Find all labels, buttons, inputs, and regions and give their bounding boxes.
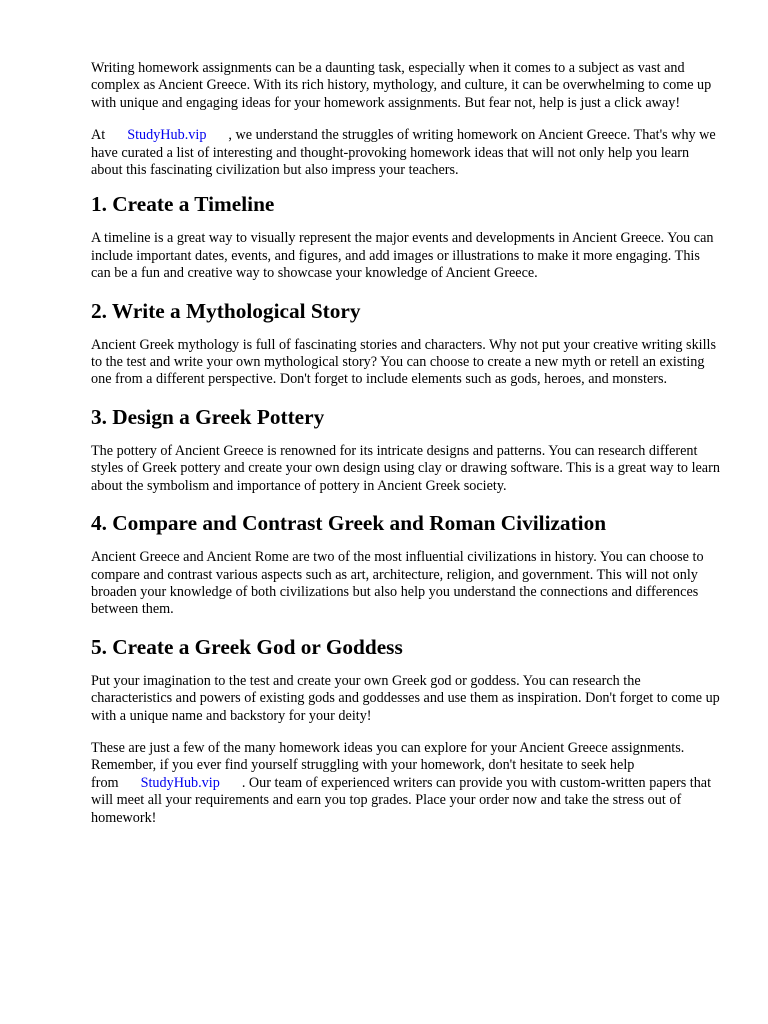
studyhub-link-closing[interactable]: StudyHub.vip [140,774,220,791]
paragraph-text-after-link: , we understand the struggles of writing homework on Ancient Greece. That's why we have curated a list of interesting and thought-provoking homework ideas that will not only help you learn about this fascinating civilization but also impress your teachers. [91,127,716,179]
section-1-body: A timeline is a great way to visually represent the major events and developments in Ancient Greece. You can include important dates, events, and figures, and add images or illustrations to make it more engaging. This can be a fun and creative way to showcase your knowledge of Ancient Greece. [91,230,714,282]
studyhub-intro-paragraph [91,127,721,179]
closing-text-after-link: . Our team of experienced writers can provide you with custom-written papers that will meet all your requirements and earn you top grades. Place your order now and take the stress out of homework! [91,774,712,826]
section-3-body: The pottery of Ancient Greece is renowned for its intricate designs and patterns. You can research different styles of Greek pottery and create your own design using clay or drawing software. This is a great way to learn about the symbolism and importance of pottery in Ancient Greek society. [91,442,720,494]
section-3-heading: 3. Design a Greek Pottery [91,404,325,429]
section-2-body: Ancient Greek mythology is full of fascinating stories and characters. Why not put your creative writing skills to the test and write your own mythological story? You can choose to create a new myth or retell an existing one from a different perspective. Don't forget to include elements such as gods, heroes, and monsters. [91,336,717,388]
section-5-body: Put your imagination to the test and create your own Greek god or goddess. You can research the characteristics and powers of existing gods and goddesses and use them as inspiration. Don't forget to come up with a unique name and backstory for your deity! [91,672,720,724]
section-1-heading: 1. Create a Timeline [91,192,275,217]
studyhub-link[interactable]: StudyHub.vip [127,127,207,144]
closing-paragraph [91,740,721,827]
intro-paragraph: Writing homework assignments can be a daunting task, especially when it comes to a subject as vast and complex as Ancient Greece. With its rich history, mythology, and culture, it can be overwhelming to come up with unique and engaging ideas for your homework assignments. But fear not, help is just a click away! [91,60,712,111]
section-2-heading: 2. Write a Mythological Story [91,298,361,323]
document-page [91,60,721,842]
closing-text-before-link: These are just a few of the many homework ideas you can explore for your Ancient Greece assignments. Remember, if you ever find yourself struggling with your homework, don't hesitate to seek help from [91,739,685,791]
section-4-heading: 4. Compare and Contrast Greek and Roman Civilization [91,511,607,536]
section-4-body: Ancient Greece and Ancient Rome are two of the most influential civilizations in history. You can choose to compare and contrast various aspects such as art, architecture, religion, and government. This will not only broaden your knowledge of both civilizations but also help you understand the connections and differences between them. [91,549,704,618]
section-5-heading: 5. Create a Greek God or Goddess [91,634,403,659]
paragraph-text-before-link: At [91,127,106,144]
